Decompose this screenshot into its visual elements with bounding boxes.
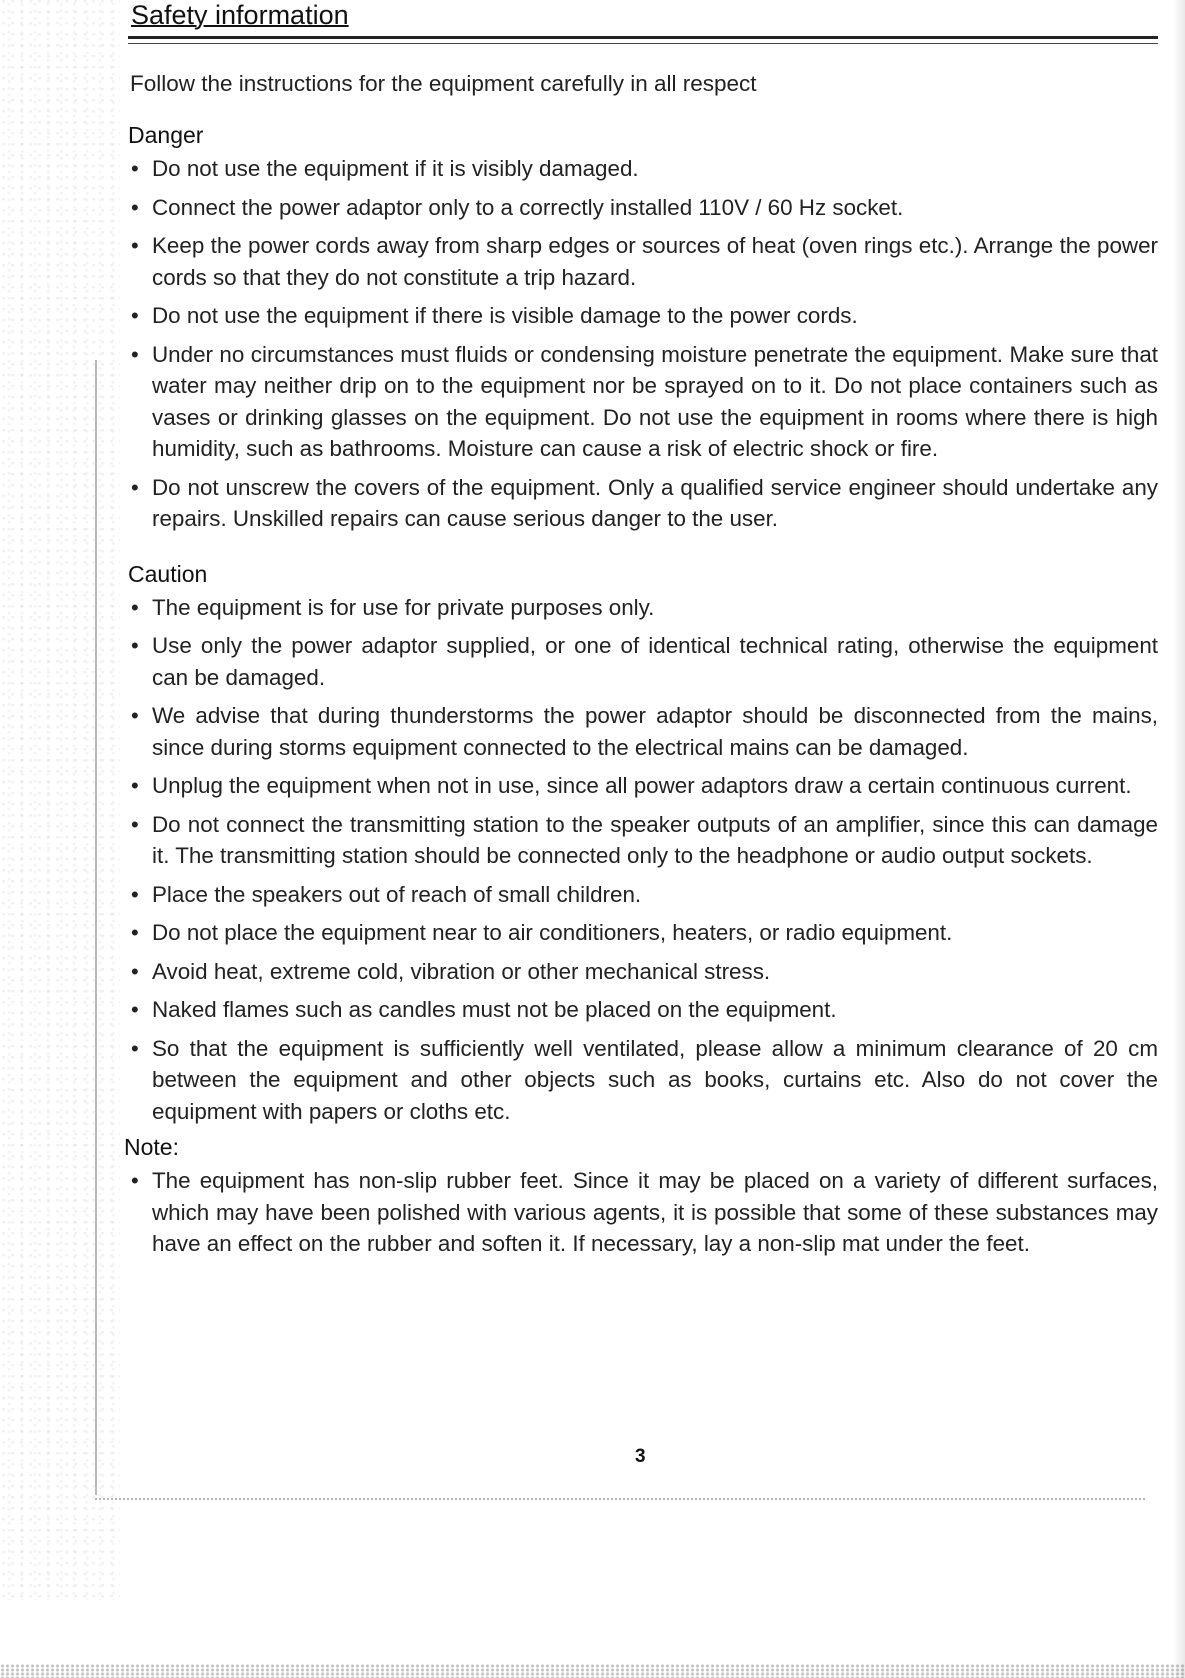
list-item: • Do not use the equipment if it is visibly damaged. (128, 153, 1158, 185)
scan-noise-left (0, 0, 120, 1600)
list-item: • Do not use the equipment if there is visible damage to the power cords. (128, 300, 1158, 332)
list-item: • Do not place the equipment near to air conditioners, heaters, or radio equipment. (128, 917, 1158, 949)
list-item: • The equipment has non-slip rubber feet. Since it may be placed on a variety of different surfaces, which may have been polished with various agents, it is possible that some of these substances may have an effect on the rubber and soften it. If necessary, lay a non-slip mat under the feet. (128, 1165, 1158, 1260)
document-page (124, 0, 1158, 1267)
list-item: • Under no circumstances must fluids or condensing moisture penetrate the equipment. Make sure that water may neither drip on to the equipment nor be sprayed on to it. Do not place containers such as vases or drinking glasses on the equipment. Do not use the equipment in rooms where there is high humidity, such as bathrooms. Moisture can cause a risk of electric shock or fire. (128, 339, 1158, 465)
list-item: • Place the speakers out of reach of small children. (128, 879, 1158, 911)
danger-section (128, 122, 1158, 535)
caution-list (128, 592, 1158, 1128)
dotted-separator (95, 1498, 1145, 1500)
note-heading: Note: (124, 1134, 179, 1160)
scan-shadow-right (1173, 0, 1185, 1678)
list-item: • Avoid heat, extreme cold, vibration or other mechanical stress. (128, 956, 1158, 988)
scan-noise-bottom (0, 1664, 1185, 1678)
list-item: • Keep the power cords away from sharp edges or sources of heat (oven rings etc.). Arrange the power cords so that they do not constitute a trip hazard. (128, 230, 1158, 293)
intro-text: Follow the instructions for the equipment carefully in all respect (130, 71, 757, 96)
list-item: • Do not connect the transmitting station to the speaker outputs of an amplifier, since this can damage it. The transmitting station should be connected only to the headphone or audio output sockets. (128, 809, 1158, 872)
title-rule-thin (128, 43, 1158, 44)
title-rule (128, 36, 1158, 39)
list-item: • Unplug the equipment when not in use, since all power adaptors draw a certain continuous current. (128, 770, 1158, 802)
page-number: 3 (635, 1446, 646, 1467)
list-item: • Connect the power adaptor only to a correctly installed 110V / 60 Hz socket. (128, 192, 1158, 224)
list-item: • We advise that during thunderstorms the power adaptor should be disconnected from the mains, since during storms equipment connected to the electrical mains can be damaged. (128, 700, 1158, 763)
list-item: • Do not unscrew the covers of the equipment. Only a qualified service engineer should undertake any repairs. Unskilled repairs can cause serious danger to the user. (128, 472, 1158, 535)
list-item: • Use only the power adaptor supplied, or one of identical technical rating, otherwise the equipment can be damaged. (128, 630, 1158, 693)
margin-rule (95, 360, 97, 1495)
list-item: • The equipment is for use for private purposes only. (128, 592, 1158, 624)
page-header (128, 0, 1158, 38)
list-item: • Naked flames such as candles must not be placed on the equipment. (128, 994, 1158, 1026)
list-item: • So that the equipment is sufficiently well ventilated, please allow a minimum clearance of 20 cm between the equipment and other objects such as books, curtains etc. Also do not cover the equipment with papers or cloths etc. (128, 1033, 1158, 1128)
caution-section (128, 561, 1158, 1128)
page-title: Safety information (131, 0, 349, 30)
note-list (128, 1165, 1158, 1260)
danger-heading: Danger (128, 122, 204, 148)
caution-heading: Caution (128, 560, 208, 587)
note-section (124, 1134, 1158, 1260)
danger-list (128, 153, 1158, 535)
